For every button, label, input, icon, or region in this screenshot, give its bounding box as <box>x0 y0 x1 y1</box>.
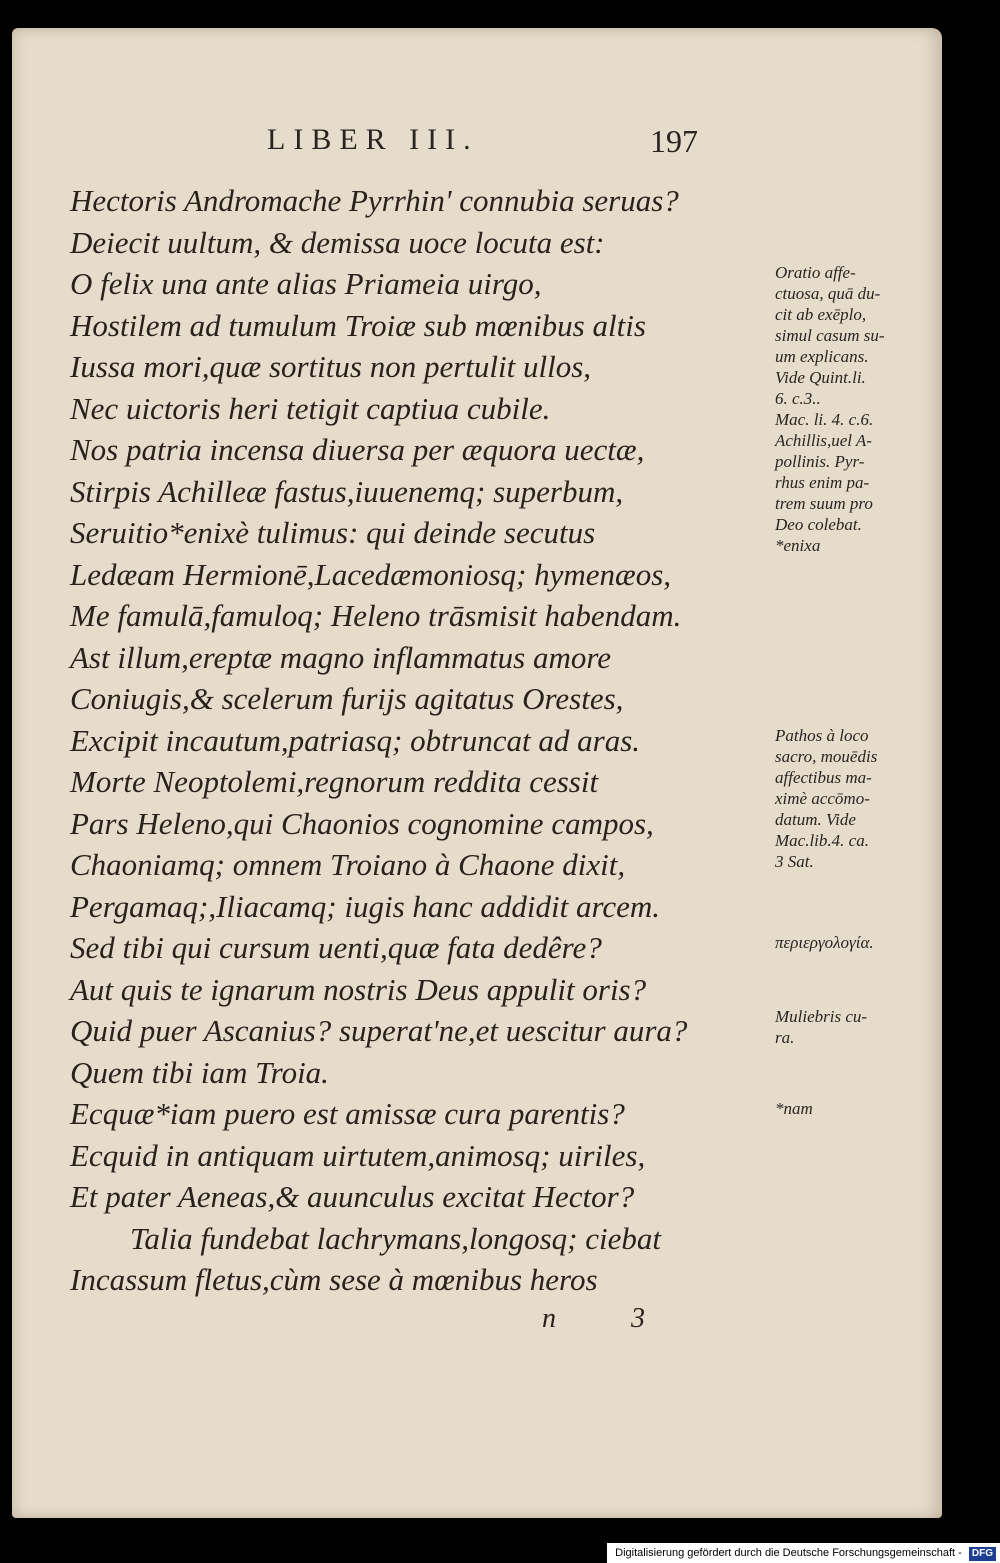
verse-block <box>70 180 885 1301</box>
verse-line: Deiecit uultum, & demissa uoce locuta est: <box>70 224 605 260</box>
verse-line: Sed tibi qui cursum uenti,quæ fata dedêre? <box>70 930 602 965</box>
margin-note-line: 3 Sat. <box>775 852 814 871</box>
verse-line: Talia fundebat lachrymans,longosq; ciebat <box>130 1220 661 1256</box>
margin-note-line: Achillis,uel A- <box>775 431 872 450</box>
verse-line: Stirpis Achilleæ fastus,iuuenemq; superbum, <box>70 473 624 509</box>
verse-line: Ecquæ*iam puero est amissæ cura parentis? <box>70 1096 625 1131</box>
margin-note-line: *enixa <box>775 536 821 555</box>
margin-note-line: Deo colebat. <box>775 515 862 534</box>
verse-line: Hostilem ad tumulum Troiæ sub mœnibus altis <box>70 307 646 343</box>
margin-note-line: um explicans. <box>775 347 869 366</box>
margin-note-line: Oratio affe- <box>775 263 856 282</box>
margin-note <box>775 725 945 872</box>
dfg-logo: DFG <box>969 1547 996 1561</box>
margin-note-line: 6. c.3.. <box>775 389 821 408</box>
margin-note-line: ctuosa, quā du- <box>775 284 881 303</box>
verse-line: Incassum fletus,cùm sese à mœnibus heros <box>70 1262 598 1297</box>
verse-line: Coniugis,& scelerum furijs agitatus Orestes, <box>70 681 624 716</box>
margin-note <box>775 262 945 556</box>
verse-line: Aut quis te ignarum nostris Deus appulit oris? <box>70 971 647 1007</box>
margin-note-line: rhus enim pa- <box>775 473 870 492</box>
verse-line: Hectoris Andromache Pyrrhin' connubia seruas? <box>70 183 679 218</box>
verse-line: Me famulā,famuloq; Heleno trāsmisit habendam. <box>70 598 682 633</box>
verse-line: Quem tibi iam Troia. <box>70 1054 329 1090</box>
margin-note-line: simul casum su- <box>775 326 885 345</box>
footer-text: Digitalisierung gefördert durch die Deutsche Forschungsgemeinschaft - <box>615 1547 962 1559</box>
page-number: 197 <box>650 123 698 159</box>
margin-note: *nam <box>775 1099 813 1118</box>
margin-note-line: affectibus ma- <box>775 768 872 787</box>
verse-line: Excipit incautum,patriasq; obtruncat ad aras. <box>70 722 641 758</box>
verse-line: Ecquid in antiquam uirtutem,animosq; uiriles, <box>70 1137 646 1173</box>
verse-line: Nos patria incensa diuersa per æquora uectæ, <box>70 432 645 467</box>
verse-line: Iussa mori,quæ sortitus non pertulit ullos, <box>70 349 592 384</box>
margin-note-line: trem suum pro <box>775 494 873 513</box>
book-page <box>12 28 942 1518</box>
verse-line: Quid puer Ascanius? superat'ne,et uescitur aura? <box>70 1013 688 1048</box>
digitization-footer <box>607 1543 1000 1563</box>
verse-line: Chaoniamq; omnem Troiano à Chaone dixit, <box>70 847 626 882</box>
signature-mark: n 3 <box>542 1303 679 1334</box>
margin-note-line: ra. <box>775 1028 795 1047</box>
margin-note <box>775 1006 945 1048</box>
margin-note-line: Vide Quint.li. <box>775 368 866 387</box>
verse-line: Ledæam Hermionē,Lacedæmoniosq; hymenæos, <box>70 556 672 592</box>
margin-note: περιεργολογία. <box>775 933 874 952</box>
margin-note-line: Mac. li. 4. c.6. <box>775 410 874 429</box>
margin-note-line: pollinis. Pyr- <box>775 452 865 471</box>
margin-note-line: ximè accōmo- <box>775 789 870 808</box>
page-header <box>12 123 942 163</box>
verse-line: Morte Neoptolemi,regnorum reddita cessit <box>70 764 599 799</box>
verse-line: Ast illum,ereptæ magno inflammatus amore <box>70 639 612 675</box>
margin-note-line: datum. Vide <box>775 810 856 829</box>
verse-line: O felix una ante alias Priameia uirgo, <box>70 266 542 301</box>
verse-line: Pergamaq;,Iliacamq; iugis hanc addidit arcem. <box>70 888 661 924</box>
verse-line: Et pater Aeneas,& auunculus excitat Hector? <box>70 1179 635 1214</box>
margin-note-line: Muliebris cu- <box>775 1007 868 1026</box>
margin-note-line: cit ab exēplo, <box>775 305 867 324</box>
margin-note-line: sacro, mouēdis <box>775 747 878 766</box>
verse-line: Pars Heleno,qui Chaonios cognomine campos, <box>70 805 654 841</box>
verse-line: Seruitio*enixè tulimus: qui deinde secutus <box>70 515 596 550</box>
margin-note-line: Pathos à loco <box>775 726 869 745</box>
verse-line: Nec uictoris heri tetigit captiua cubile. <box>70 390 551 426</box>
margin-note-line: Mac.lib.4. ca. <box>775 831 869 850</box>
running-head: LIBER III. <box>267 123 479 156</box>
